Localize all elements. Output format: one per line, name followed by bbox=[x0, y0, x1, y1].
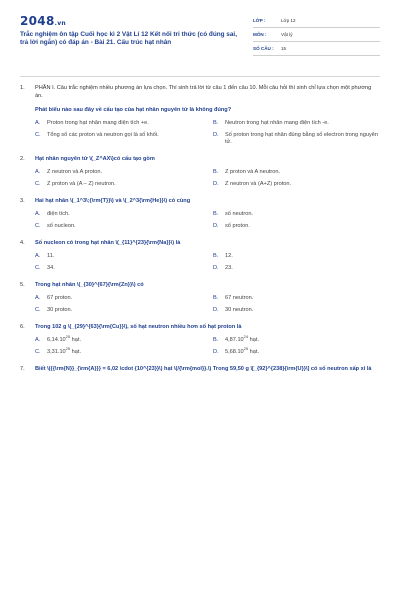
question-stem: Phát biểu nào sau đây về cấu tạo của hạt nhân nguyên tử là không đúng? bbox=[35, 107, 232, 113]
question-item bbox=[20, 365, 380, 373]
question-number: 1. bbox=[20, 85, 25, 91]
meta-label: SỐ CÂU : bbox=[253, 46, 274, 51]
answer-option[interactable] bbox=[213, 181, 385, 188]
answer-option[interactable] bbox=[213, 334, 385, 344]
answer-option[interactable] bbox=[35, 120, 207, 127]
option-text: 30 proton. bbox=[47, 307, 73, 313]
option-text: số nucleon. bbox=[47, 223, 76, 229]
option-text: điện tích. bbox=[47, 211, 70, 217]
option-label: A. bbox=[35, 169, 41, 175]
meta-value: Vật lý bbox=[281, 32, 293, 37]
option-label: C. bbox=[35, 265, 41, 271]
question-number: 5. bbox=[20, 282, 25, 288]
question-text: Số nucleon có trong hạt nhân \(_{11}^{23}{\rm{Na}}\) là bbox=[35, 240, 181, 246]
option-label: A. bbox=[35, 120, 41, 126]
option-label: D. bbox=[213, 349, 219, 355]
answer-option[interactable] bbox=[35, 334, 207, 344]
question-text: Hai hạt nhân \(_1^3\;{\rm{T}}\) và \(_2^3{\rm{He}}\) có cùng bbox=[35, 198, 191, 204]
option-text: 11. bbox=[47, 253, 55, 259]
option-label: C. bbox=[35, 181, 41, 187]
header-divider bbox=[20, 76, 380, 77]
answer-options bbox=[35, 253, 380, 272]
question-number: 7. bbox=[20, 366, 25, 372]
answer-option[interactable] bbox=[35, 295, 207, 302]
question-list bbox=[20, 84, 380, 382]
answer-options bbox=[35, 211, 380, 230]
question-item bbox=[20, 155, 380, 188]
question-item bbox=[20, 197, 380, 230]
answer-option[interactable] bbox=[213, 346, 385, 356]
answer-options bbox=[35, 334, 380, 356]
question-text: Biết \({{\rm{N}}_{\rm{A}}} = 6,02 \cdot {10^{23}}\) hạt \(/{\rm{mol}}.\) Trong 59,50 g \[_{92}^{238}{\rm{U}}\] có số neutron xấp xỉ là bbox=[35, 366, 372, 372]
question-number: 2. bbox=[20, 156, 25, 162]
answer-option[interactable] bbox=[213, 120, 385, 127]
answer-option[interactable] bbox=[35, 223, 207, 230]
question-text: Trong 102 g \(_{29}^{63}{\rm{Cu}}\), số hạt neutron nhiều hơn số hạt proton là bbox=[35, 324, 242, 330]
answer-option[interactable] bbox=[35, 265, 207, 272]
question-text: Hạt nhân nguyên tử \(_Z^AX\)có cấu tạo gồm bbox=[35, 156, 155, 162]
option-label: B. bbox=[213, 295, 219, 301]
meta-value: Lớp 12 bbox=[281, 18, 296, 23]
option-label: D. bbox=[213, 181, 219, 187]
option-text: Z neutron và (A+Z) proton. bbox=[225, 181, 292, 187]
answer-option[interactable] bbox=[35, 307, 207, 314]
option-text: 23. bbox=[225, 265, 233, 271]
answer-option[interactable] bbox=[213, 295, 385, 302]
option-label: B. bbox=[213, 169, 219, 175]
answer-option[interactable] bbox=[213, 132, 385, 146]
answer-option[interactable] bbox=[35, 253, 207, 260]
answer-option[interactable] bbox=[213, 253, 385, 260]
document-header bbox=[20, 14, 380, 70]
answer-option[interactable] bbox=[213, 211, 385, 218]
option-text: số neutron. bbox=[225, 211, 253, 217]
option-text: Số proton trong hạt nhân đúng bằng số electron trong nguyên tử. bbox=[225, 132, 379, 145]
answer-options bbox=[35, 295, 380, 314]
option-label: C. bbox=[35, 223, 41, 229]
site-logo[interactable]: 2048.vn bbox=[20, 14, 66, 28]
answer-option[interactable] bbox=[213, 223, 385, 230]
meta-row-count bbox=[253, 42, 380, 56]
meta-row-subject bbox=[253, 28, 380, 42]
option-text: 34. bbox=[47, 265, 55, 271]
option-text: Neutron trong hạt nhân mang điện tích -e. bbox=[225, 120, 329, 126]
option-label: A. bbox=[35, 253, 41, 259]
answer-options bbox=[35, 169, 380, 188]
answer-option[interactable] bbox=[213, 307, 385, 314]
option-text: Proton trong hạt nhân mang điện tích +e. bbox=[47, 120, 149, 126]
option-label: D. bbox=[213, 223, 219, 229]
option-label: A. bbox=[35, 211, 41, 217]
option-text: Z proton và A neutron. bbox=[225, 169, 281, 175]
meta-label: LỚP : bbox=[253, 18, 266, 23]
option-text: số proton. bbox=[225, 223, 250, 229]
option-text: 6,14.10$^{25}$ hạt. bbox=[47, 334, 82, 343]
option-text: 67 proton. bbox=[47, 295, 73, 301]
option-label: C. bbox=[35, 349, 41, 355]
option-label: D. bbox=[213, 132, 219, 138]
document-meta bbox=[253, 14, 380, 56]
option-label: B. bbox=[213, 253, 219, 259]
option-text: 67 neutron. bbox=[225, 295, 254, 301]
question-text: PHẦN I. Câu trắc nghiệm nhiều phương án lựa chọn. Thí sinh trả lời từ câu 1 đến câu 10. Mỗi câu hỏi thí sinh chỉ lựa chọn một phương án. bbox=[35, 85, 372, 99]
question-number: 3. bbox=[20, 198, 25, 204]
option-label: A. bbox=[35, 295, 41, 301]
option-text: 5,68.10$^{25}$ hạt. bbox=[225, 346, 260, 355]
answer-option[interactable] bbox=[35, 132, 207, 146]
option-label: C. bbox=[35, 307, 41, 313]
answer-option[interactable] bbox=[35, 211, 207, 218]
answer-option[interactable] bbox=[213, 265, 385, 272]
answer-option[interactable] bbox=[35, 169, 207, 176]
option-label: A. bbox=[35, 337, 41, 343]
meta-value: 15 bbox=[281, 46, 287, 51]
meta-label: MÔN : bbox=[253, 32, 267, 37]
answer-option[interactable] bbox=[35, 346, 207, 356]
question-number: 6. bbox=[20, 324, 25, 330]
option-label: B. bbox=[213, 120, 219, 126]
question-item bbox=[20, 239, 380, 272]
option-label: D. bbox=[213, 265, 219, 271]
option-text: Z neutron và A proton. bbox=[47, 169, 103, 175]
question-number: 4. bbox=[20, 240, 25, 246]
option-text: 4,87.10$^{24}$ hạt. bbox=[225, 334, 260, 343]
option-label: B. bbox=[213, 211, 219, 217]
document-title: Trắc nghiệm ôn tập Cuối học kì 2 Vật Lí 12 Kết nối tri thức (có đúng sai, trả lời ngắn) có đáp án - Bài 21. Cấu trúc hạt nhân bbox=[20, 31, 237, 46]
option-text: Z proton và (A – Z) neutron. bbox=[47, 181, 116, 187]
option-text: 3,31.10$^{25}$ hạt. bbox=[47, 346, 82, 355]
option-text: 12. bbox=[225, 253, 233, 259]
question-item bbox=[20, 281, 380, 314]
answer-option[interactable] bbox=[35, 181, 207, 188]
option-text: Tổng số các proton và neutron gọi là số khối. bbox=[47, 132, 159, 138]
option-label: B. bbox=[213, 337, 219, 343]
option-label: C. bbox=[35, 132, 41, 138]
question-item bbox=[20, 323, 380, 356]
question-text: Trong hạt nhân \(_{30}^{67}{\rm{Zn}}\) có bbox=[35, 282, 144, 288]
option-text: 30 neutron. bbox=[225, 307, 254, 313]
answer-options bbox=[35, 120, 380, 146]
meta-row-class bbox=[253, 14, 380, 28]
option-label: D. bbox=[213, 307, 219, 313]
answer-option[interactable] bbox=[213, 169, 385, 176]
question-item bbox=[20, 84, 380, 146]
